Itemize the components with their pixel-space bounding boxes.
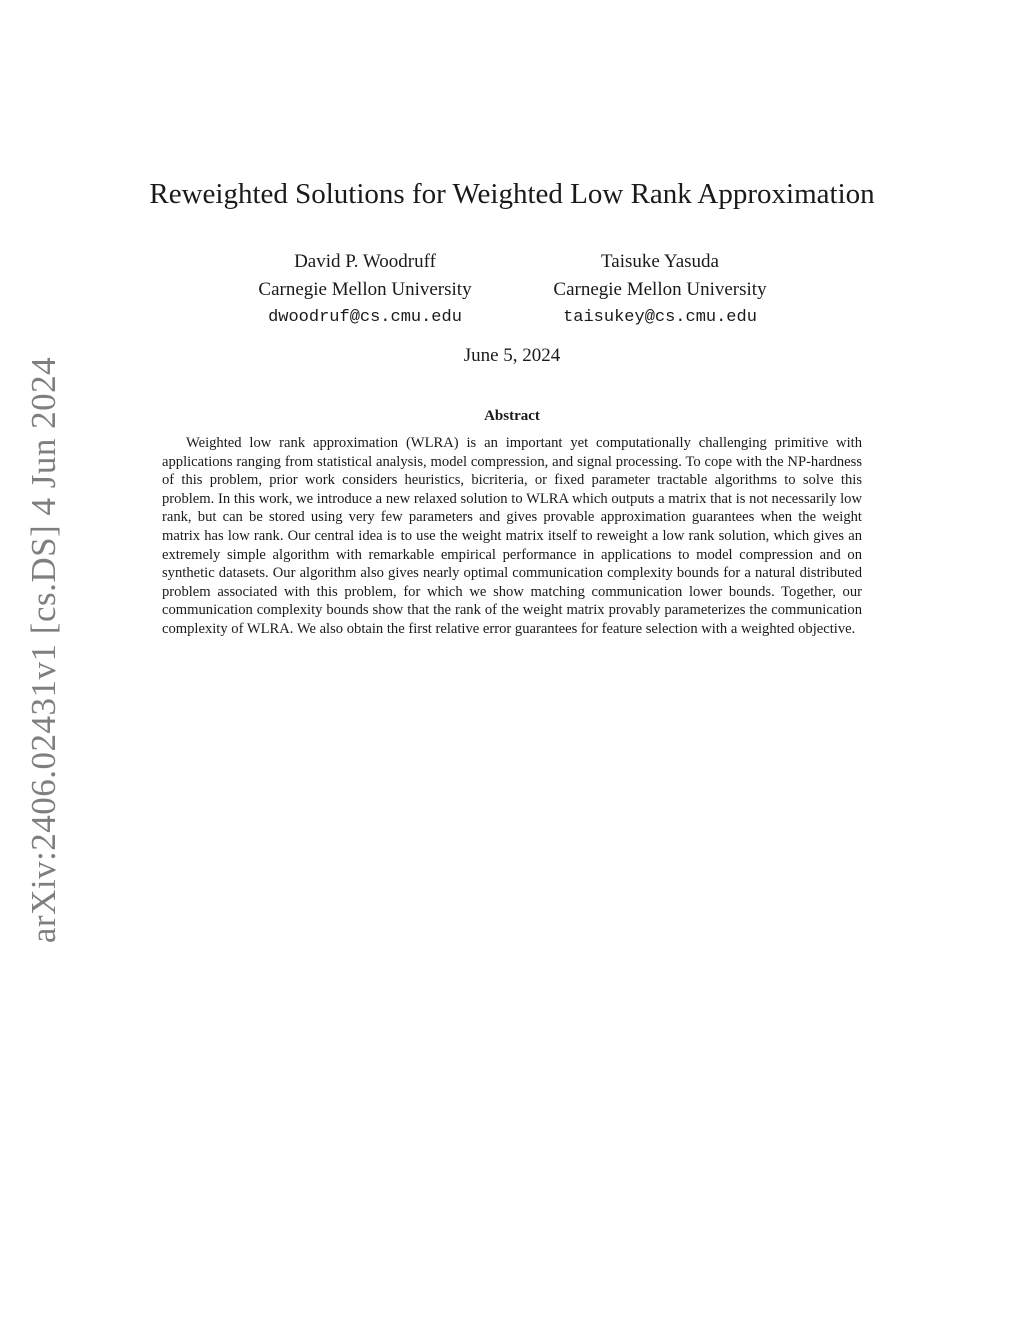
author-affiliation: Carnegie Mellon University [258, 279, 472, 300]
paper-date: June 5, 2024 [463, 345, 561, 366]
author-email[interactable]: dwoodruf@cs.cmu.edu [268, 308, 462, 327]
abstract-text: Weighted low rank approximation (WLRA) is an important yet computationally challenging primitive with applications ranging from statistical analysis, model compression, and signal processing. To cope with the NP-hardness of this problem, prior work considers heuristics, bicriteria, or fixed parameter tractable algorithms to solve this problem. In this work, we introduce a new relaxed solution to WLRA which outputs a matrix that is not necessarily low rank, but can be stored using very few parameters and gives provable approximation guarantees when the weight matrix has low rank. Our central idea is to use the weight matrix itself to reweight a low rank solution, which gives an extremely simple algorithm with remarkable empirical performance in applications to model compression and on synthetic datasets. Our algorithm also gives nearly optimal communication complexity bounds for a natural distributed problem associated with this problem, for which we show matching communication lower bounds. Together, our communication complexity bounds show that the rank of the weight matrix provably parameterizes the communication complexity of WLRA. We also obtain the first relative error guarantees for feature selection with a weighted objective. [162, 435, 862, 637]
author-name: Taisuke Yasuda [601, 251, 719, 272]
paper-title: Reweighted Solutions for Weighted Low Rank Approximation [149, 178, 875, 210]
arxiv-side-stamp: arXiv:2406.02431v1 [cs.DS] 4 Jun 2024 [24, 356, 63, 944]
author-block-1 [238, 248, 492, 332]
abstract-heading: Abstract [484, 408, 540, 424]
author-email[interactable]: taisukey@cs.cmu.edu [563, 308, 757, 327]
author-block-2 [533, 248, 787, 332]
author-name: David P. Woodruff [294, 251, 436, 272]
author-affiliation: Carnegie Mellon University [553, 279, 767, 300]
